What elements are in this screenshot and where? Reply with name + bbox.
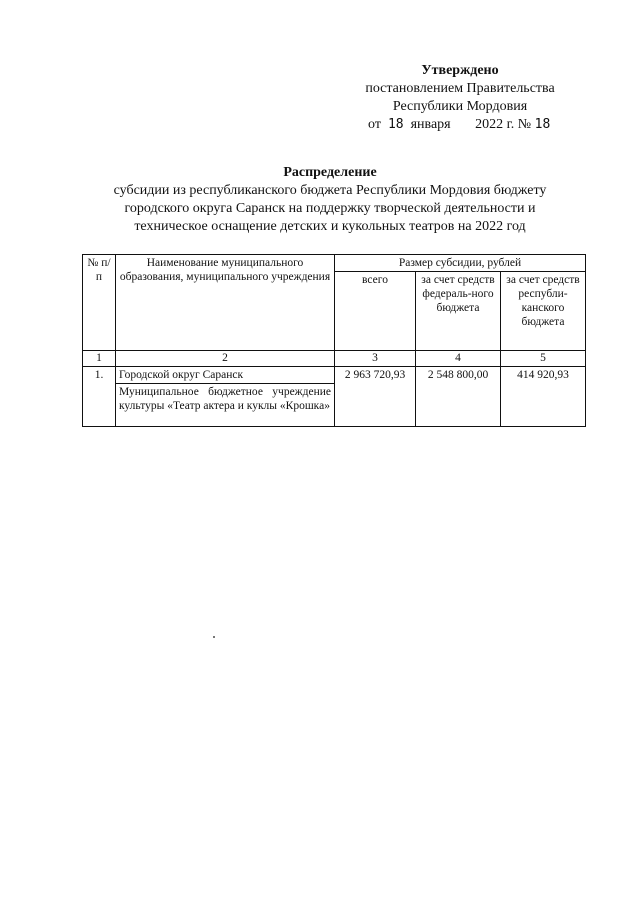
header-subsidy-group: Размер субсидии, рублей	[335, 255, 586, 272]
header-name: Наименование муниципального образования, муниципального учреждения	[116, 255, 335, 351]
date-month: января	[410, 117, 451, 132]
row-federal: 2 548 800,00	[416, 367, 501, 427]
heading-subtitle-line-1: субсидии из республиканского бюджета Республики Мордовия бюджету	[113, 183, 547, 198]
heading-subtitle-line-2: городского округа Саранск на поддержку творческой деятельности и	[124, 201, 536, 216]
table-row	[83, 367, 586, 384]
approval-line-1: постановлением Правительства	[365, 81, 555, 96]
decree-number: 18	[534, 117, 551, 132]
column-number-row	[83, 351, 586, 367]
column-number: 1	[83, 351, 116, 367]
row-institution: Муниципальное бюджетное учреждение культуры «Театр актера и куклы «Крошка»	[116, 384, 335, 427]
heading-subtitle-line-3: техническое оснащение детских и кукольных театров на 2022 год	[134, 219, 526, 234]
row-republican: 414 920,93	[501, 367, 586, 427]
table-header-row	[83, 255, 586, 272]
subsidy-table	[82, 254, 586, 427]
approval-date-line	[340, 116, 580, 134]
approval-line-2: Республики Мордовия	[392, 99, 528, 114]
header-total: всего	[335, 272, 416, 351]
column-number: 3	[335, 351, 416, 367]
column-number: 2	[116, 351, 335, 367]
column-number: 4	[416, 351, 501, 367]
row-number: 1.	[83, 367, 116, 427]
header-republican: за счет средств республи-канского бюджета	[501, 272, 586, 351]
approval-stamp	[340, 62, 580, 134]
header-number: № п/п	[83, 255, 116, 351]
header-federal: за счет средств федераль-ного бюджета	[416, 272, 501, 351]
approval-title: Утверждено	[421, 63, 499, 78]
date-prefix: от	[368, 117, 381, 132]
row-total: 2 963 720,93	[335, 367, 416, 427]
column-number: 5	[501, 351, 586, 367]
document-heading	[60, 164, 600, 236]
date-day: 18	[387, 117, 404, 132]
heading-title: Распределение	[283, 165, 377, 180]
date-year: 2022 г. №	[475, 117, 532, 132]
scan-speck	[213, 636, 215, 638]
row-municipality: Городской округ Саранск	[116, 367, 335, 384]
